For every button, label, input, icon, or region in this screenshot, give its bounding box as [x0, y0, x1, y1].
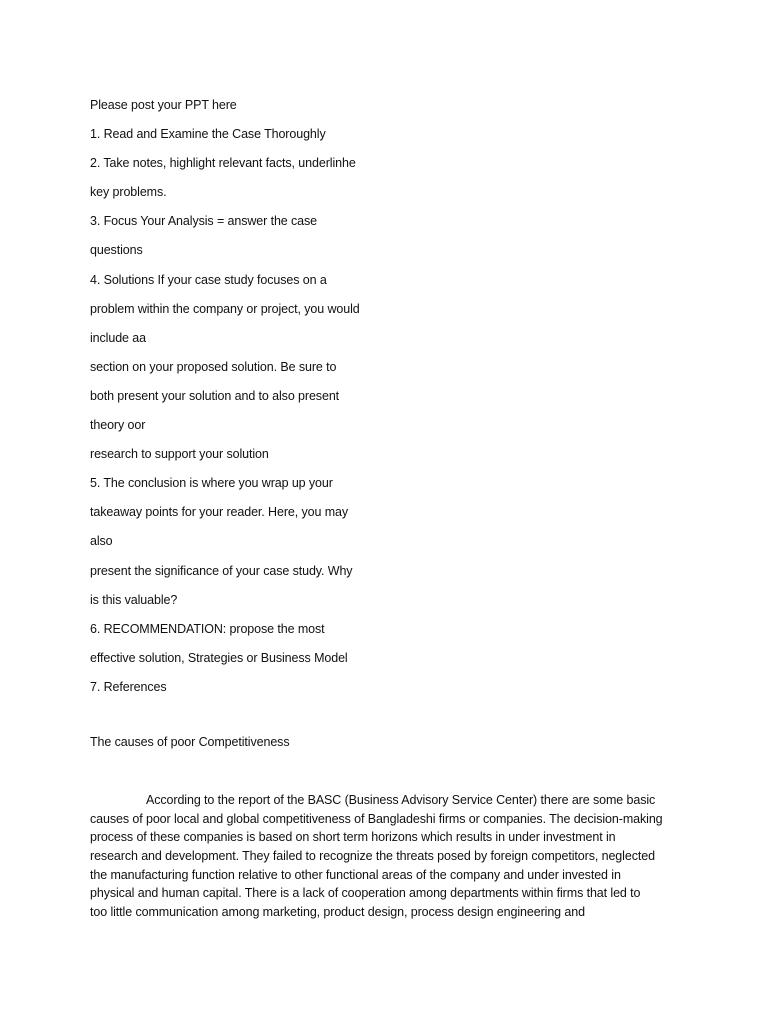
list-line: 6. RECOMMENDATION: propose the most	[90, 621, 325, 636]
list-line: research to support your solution	[90, 447, 269, 462]
body-paragraph	[90, 791, 690, 922]
list-line: key problems.	[90, 185, 167, 200]
paragraph-line: causes of poor local and global competitiveness of Bangladeshi firms or companies. The decision-making	[90, 811, 663, 826]
list-line: takeaway points for your reader. Here, you may	[90, 505, 349, 520]
list-line: 5. The conclusion is where you wrap up your	[90, 476, 333, 491]
list-line: 2. Take notes, highlight relevant facts, underlinhe	[90, 156, 356, 171]
paragraph-line: physical and human capital. There is a lack of cooperation among departments within firms that led to	[90, 886, 641, 901]
list-line: questions	[90, 243, 143, 258]
list-line: section on your proposed solution. Be sure to	[90, 359, 337, 374]
list-line: include aa	[90, 330, 146, 345]
list-line: also	[90, 534, 113, 549]
list-line: 1. Read and Examine the Case Thoroughly	[90, 127, 326, 142]
section-heading: The causes of poor Competitiveness	[90, 735, 290, 749]
list-line: 3. Focus Your Analysis = answer the case	[90, 214, 318, 229]
instruction-list	[90, 91, 690, 702]
paragraph-line: According to the report of the BASC (Business Advisory Service Center) there are some basic	[146, 793, 656, 807]
paragraph-line: research and development. They failed to recognize the threats posed by foreign competitors, neglected	[90, 849, 655, 864]
paragraph-line: the manufacturing function relative to other functional areas of the company and under invested in	[90, 867, 621, 882]
list-line: is this valuable?	[90, 592, 178, 607]
list-line: 7. References	[90, 679, 167, 694]
list-line: present the significance of your case study. Why	[90, 563, 353, 578]
list-line: 4. Solutions If your case study focuses on a	[90, 272, 327, 287]
list-line: effective solution, Strategies or Business Model	[90, 650, 348, 665]
paragraph-line: process of these companies is based on short term horizons which results in under investment in	[90, 830, 616, 845]
paragraph-line: too little communication among marketing, product design, process design engineering and	[90, 905, 585, 920]
list-line: theory oor	[90, 418, 146, 433]
list-line: both present your solution and to also present	[90, 388, 340, 403]
list-line: Please post your PPT here	[90, 98, 237, 112]
list-line: problem within the company or project, you would	[90, 301, 360, 316]
